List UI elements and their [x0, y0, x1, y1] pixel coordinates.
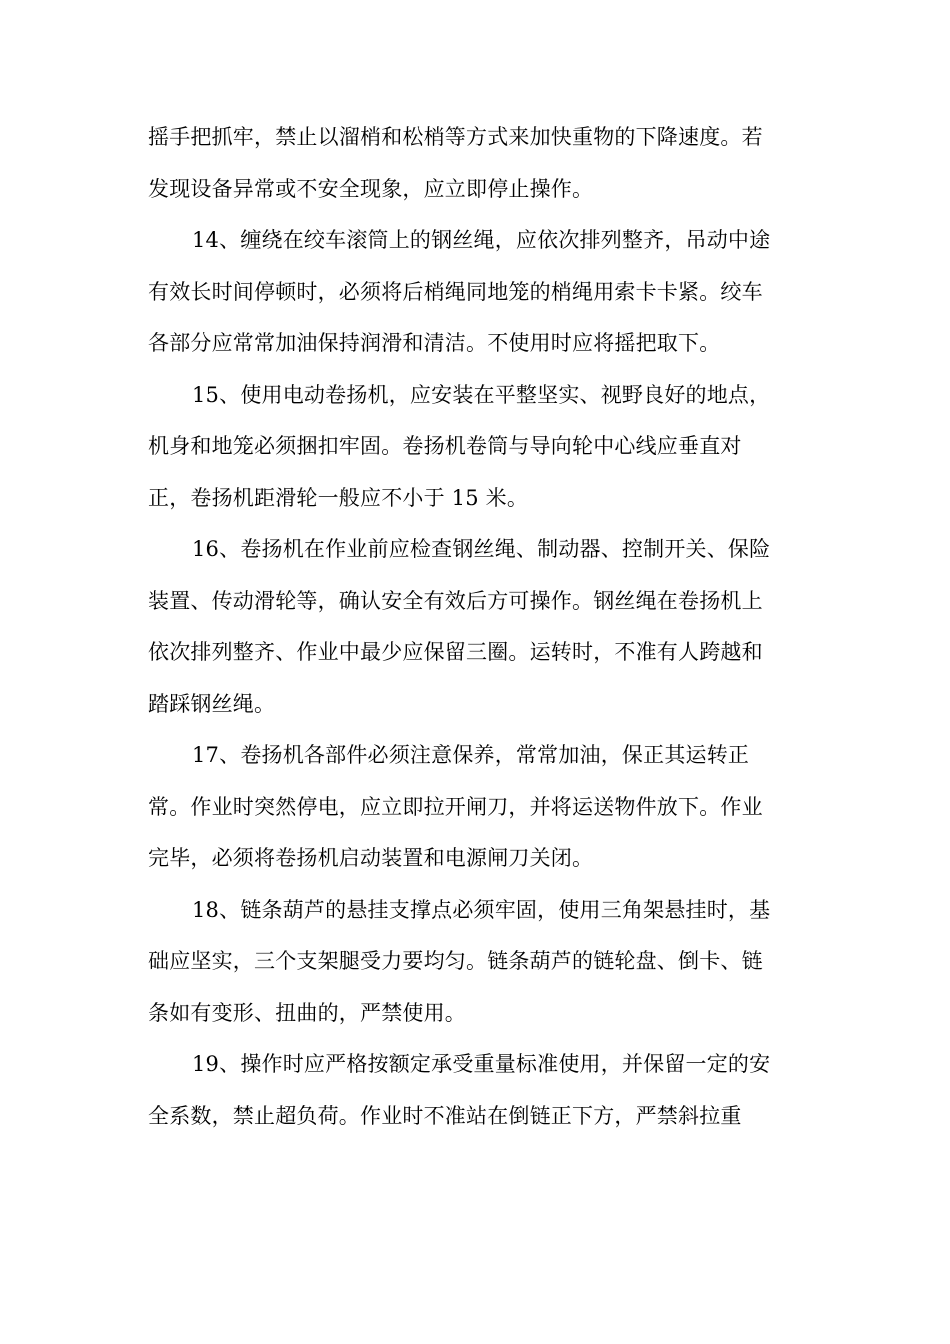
text-line: 有效长时间停顿时，必须将后梢绳同地笼的梢绳用索卡卡紧。绞车 — [148, 279, 763, 304]
text-line: 依次排列整齐、作业中最少应保留三圈。运转时，不准有人跨越和 — [148, 640, 763, 664]
text-line: 踏踩钢丝绳。 — [148, 691, 276, 716]
text-line: 装置、传动滑轮等，确认安全有效后方可操作。钢丝绳在卷扬机上 — [148, 588, 763, 613]
paragraph-start-line: 18、链条葫芦的悬挂支撑点必须牢固，使用三角架悬挂时，基 — [192, 897, 771, 922]
text-line: 条如有变形、扭曲的，严禁使用。 — [148, 1000, 466, 1025]
paragraph-start-line: 16、卷扬机在作业前应检查钢丝绳、制动器、控制开关、保险 — [192, 537, 771, 561]
text-line: 机身和地笼必须捆扣牢固。卷扬机卷筒与导向轮中心线应垂直对 — [148, 434, 742, 458]
text-line: 发现设备异常或不安全现象，应立即停止操作。 — [148, 176, 594, 201]
paragraph-start-line: 17、卷扬机各部件必须注意保养，常常加油，保正其运转正 — [192, 743, 750, 767]
text-line: 完毕，必须将卷扬机启动装置和电源闸刀关闭。 — [148, 846, 594, 870]
text-line: 常。作业时突然停电，应立即拉开闸刀，并将运送物件放下。作业 — [148, 794, 763, 819]
text-line: 各部分应常常加油保持润滑和清洁。不使用时应将摇把取下。 — [148, 331, 721, 355]
text-line: 全系数，禁止超负荷。作业时不准站在倒链正下方，严禁斜拉重 — [148, 1103, 742, 1128]
text-line: 摇手把抓牢，禁止以溜梢和松梢等方式来加快重物的下降速度。若 — [148, 125, 763, 149]
text-line: 础应坚实，三个支架腿受力要均匀。链条葫芦的链轮盘、倒卡、链 — [148, 949, 763, 973]
text-line: 正，卷扬机距滑轮一般应不小于 15 米。 — [148, 485, 529, 510]
paragraph-start-line: 19、操作时应严格按额定承受重量标准使用，并保留一定的安 — [192, 1052, 771, 1076]
paragraph-start-line: 15、使用电动卷扬机，应安装在平整坚实、视野良好的地点， — [192, 382, 771, 407]
paragraph-start-line: 14、缠绕在绞车滚筒上的钢丝绳，应依次排列整齐，吊动中途 — [192, 228, 771, 252]
document-body — [148, 112, 808, 1142]
